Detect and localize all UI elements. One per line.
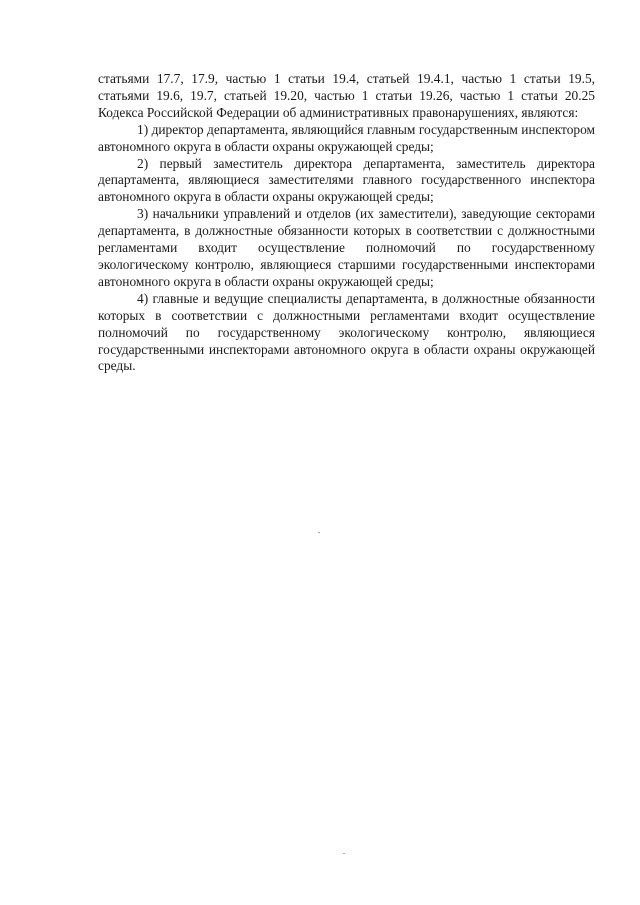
paragraph-continuation: статьями 17.7, 17.9, частью 1 статьи 19.4, статьей 19.4.1, частью 1 статьи 19.5, статьями 19.6, 19.7, статьей 19.20, частью 1 статьи 19.26, частью 1 статьи 20.25 Кодекса Российской Федерации об административных правонарушениях, являются: (98, 71, 595, 120)
list-item-heads-of-units: 3) начальники управлений и отделов (их заместители), заведующие секторами департамента, в должностные обязанности которых в соответствии с должностными регламентами входит осуществление полномочий по государственному экологическому контролю, являющиеся старшими государственными инспекторами автономного округа в области охраны окружающей среды; (98, 206, 595, 289)
scan-speck (343, 853, 345, 854)
list-item-specialists: 4) главные и ведущие специалисты департамента, в должностные обязанности которых в соответствии с должностными регламентами входит осуществление полномочий по государственному экологическому контролю, являющиеся государственными инспекторами автономного округа в области охраны окружающей среды. (98, 290, 595, 374)
list-item-deputy-directors: 2) первый заместитель директора департамента, заместитель директора департамента, являющиеся заместителями главного государственного инспектора автономного округа в области охраны окружающей среды; (98, 155, 595, 205)
scan-speck (318, 532, 320, 533)
document-body (98, 71, 595, 375)
list-item-director: 1) директор департамента, являющийся главным государственным инспектором автономного округа в области охраны окружающей среды; (98, 121, 595, 154)
